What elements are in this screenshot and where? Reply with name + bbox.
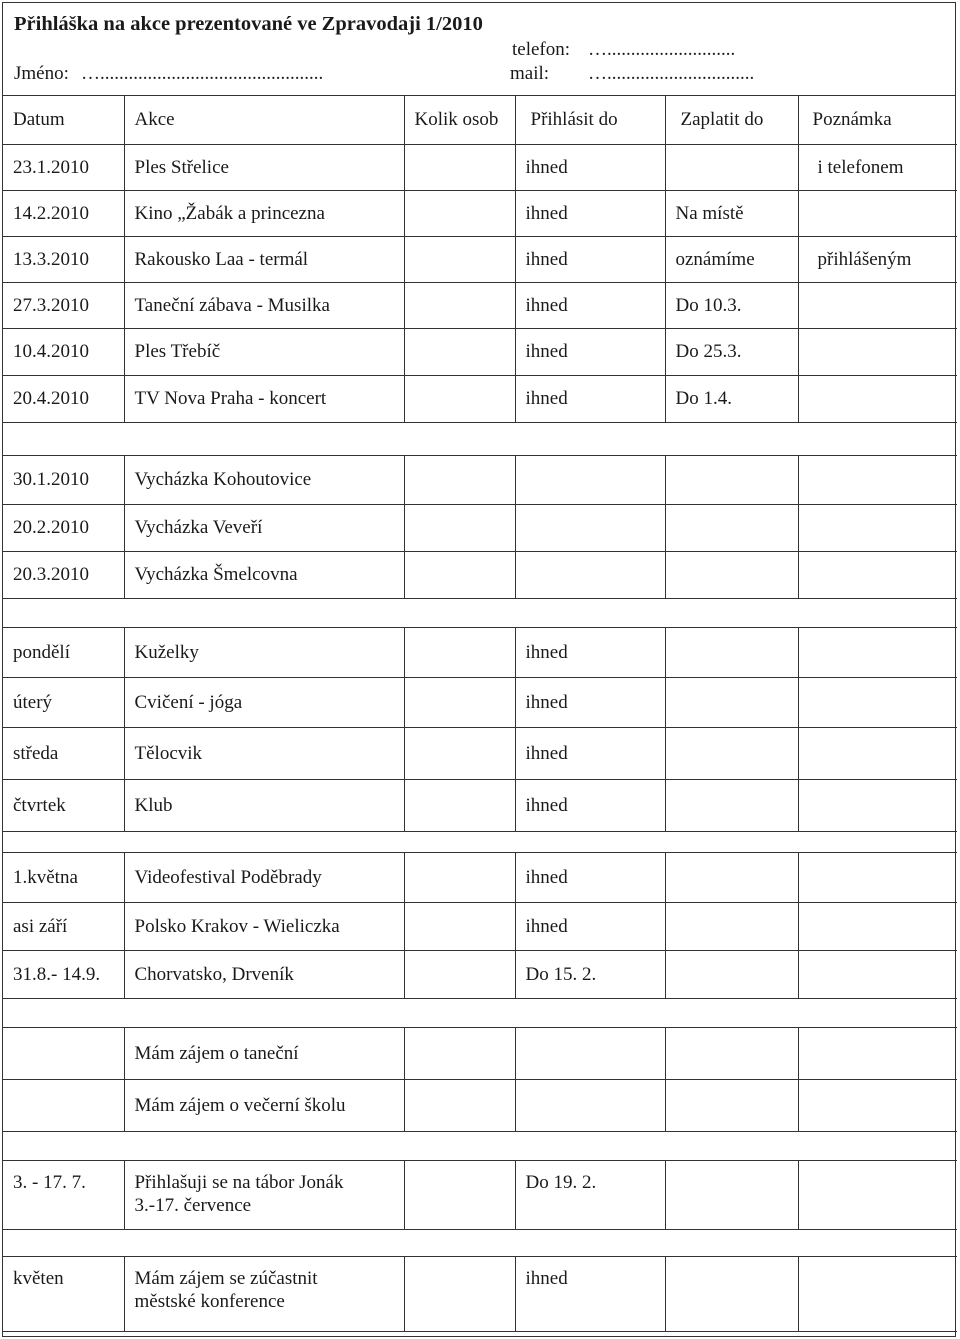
cell-datum: 1.května (3, 852, 124, 902)
cell-akce: Kino „Žabák a princezna (124, 190, 404, 236)
table-row (3, 727, 957, 779)
cell-kolik-osob[interactable] (404, 1256, 515, 1331)
cell-zaplatit-do: Do 1.4. (665, 375, 798, 422)
cell-datum: pondělí (3, 627, 124, 677)
cell-zaplatit-do (665, 1027, 798, 1079)
cell-kolik-osob[interactable] (404, 1027, 515, 1079)
cell-prihlasit-do (515, 455, 665, 504)
cell-poznamka (798, 1256, 957, 1331)
cell-zaplatit-do (665, 504, 798, 551)
cell-datum: asi září (3, 902, 124, 950)
cell-zaplatit-do (665, 852, 798, 902)
cell-poznamka (798, 328, 957, 375)
akce-line-1: Přihlašuji se na tábor Jonák (134, 1171, 344, 1193)
cell-zaplatit-do (665, 779, 798, 831)
cell-kolik-osob[interactable] (404, 727, 515, 779)
table-row (3, 677, 957, 727)
cell-kolik-osob[interactable] (404, 282, 515, 328)
cell-kolik-osob[interactable] (404, 852, 515, 902)
cell-prihlasit-do: ihned (515, 852, 665, 902)
cell-prihlasit-do: ihned (515, 627, 665, 677)
cell-datum: 27.3.2010 (3, 282, 124, 328)
cell-zaplatit-do (665, 950, 798, 998)
cell-akce: Klub (124, 779, 404, 831)
cell-zaplatit-do: oznámíme (665, 236, 798, 282)
akce-line-1: Mám zájem se zúčastnit (134, 1267, 318, 1289)
cell-poznamka (798, 1027, 957, 1079)
cell-datum: 20.4.2010 (3, 375, 124, 422)
cell-akce (124, 1160, 404, 1229)
table-row (3, 1160, 957, 1229)
col-header-datum: Datum (3, 96, 124, 144)
table-row (3, 1027, 957, 1079)
cell-zaplatit-do (665, 727, 798, 779)
cell-datum (3, 1079, 124, 1131)
cell-kolik-osob[interactable] (404, 677, 515, 727)
akce-line-2: městské konference (134, 1290, 285, 1312)
cell-akce: Mám zájem o taneční (124, 1027, 404, 1079)
cell-kolik-osob[interactable] (404, 144, 515, 190)
cell-prihlasit-do: ihned (515, 236, 665, 282)
cell-akce: Polsko Krakov - Wieliczka (124, 902, 404, 950)
cell-poznamka (798, 902, 957, 950)
cell-prihlasit-do: ihned (515, 328, 665, 375)
table-row (3, 950, 957, 998)
telefon-field[interactable]: …........................... (588, 39, 736, 60)
cell-datum: 13.3.2010 (3, 236, 124, 282)
cell-poznamka (798, 627, 957, 677)
table-row (3, 190, 957, 236)
col-header-akce: Akce (124, 96, 404, 144)
cell-zaplatit-do: Do 10.3. (665, 282, 798, 328)
cell-kolik-osob[interactable] (404, 1079, 515, 1131)
cell-akce (124, 1256, 404, 1331)
table-row (3, 144, 957, 190)
table-row (3, 551, 957, 598)
cell-datum: květen (3, 1256, 124, 1331)
table-row (3, 1079, 957, 1131)
table-row (3, 627, 957, 677)
cell-kolik-osob[interactable] (404, 375, 515, 422)
jmeno-label: Jméno: (14, 63, 69, 84)
table-row (3, 455, 957, 504)
cell-akce: Kuželky (124, 627, 404, 677)
cell-akce: Mám zájem o večerní školu (124, 1079, 404, 1131)
cell-kolik-osob[interactable] (404, 455, 515, 504)
events-table (3, 96, 957, 1332)
table-row (3, 902, 957, 950)
cell-zaplatit-do (665, 144, 798, 190)
separator-row (3, 598, 957, 627)
cell-poznamka (798, 551, 957, 598)
separator-row (3, 831, 957, 852)
telefon-label: telefon: (512, 39, 571, 60)
cell-kolik-osob[interactable] (404, 504, 515, 551)
cell-zaplatit-do (665, 627, 798, 677)
cell-zaplatit-do (665, 455, 798, 504)
separator-row (3, 998, 957, 1027)
cell-datum: 20.3.2010 (3, 551, 124, 598)
table-row (3, 328, 957, 375)
cell-poznamka: i telefonem (798, 144, 957, 190)
cell-zaplatit-do (665, 677, 798, 727)
cell-akce: Videofestival Poděbrady (124, 852, 404, 902)
form-header (3, 3, 955, 96)
col-header-prihlasit-do: Přihlásit do (515, 96, 665, 144)
col-header-zaplatit-do: Zaplatit do (665, 96, 798, 144)
mail-label: mail: (510, 63, 550, 84)
cell-poznamka (798, 950, 957, 998)
cell-akce: Vycházka Šmelcovna (124, 551, 404, 598)
cell-prihlasit-do (515, 1079, 665, 1131)
cell-zaplatit-do: Na místě (665, 190, 798, 236)
table-row (3, 779, 957, 831)
cell-kolik-osob[interactable] (404, 551, 515, 598)
cell-prihlasit-do: ihned (515, 144, 665, 190)
cell-akce: Tělocvik (124, 727, 404, 779)
table-row (3, 504, 957, 551)
table-row (3, 852, 957, 902)
cell-zaplatit-do (665, 1079, 798, 1131)
cell-akce: Vycházka Kohoutovice (124, 455, 404, 504)
cell-poznamka (798, 455, 957, 504)
akce-line-2: 3.-17. července (134, 1194, 252, 1216)
cell-prihlasit-do: ihned (515, 1256, 665, 1331)
cell-zaplatit-do (665, 1160, 798, 1229)
table-header-row (3, 96, 957, 144)
cell-kolik-osob[interactable] (404, 627, 515, 677)
cell-poznamka (798, 190, 957, 236)
cell-prihlasit-do (515, 1027, 665, 1079)
cell-akce: Cvičení - jóga (124, 677, 404, 727)
cell-poznamka (798, 677, 957, 727)
cell-akce: Chorvatsko, Drveník (124, 950, 404, 998)
table-row (3, 1256, 957, 1331)
cell-poznamka (798, 852, 957, 902)
cell-akce: Ples Třebíč (124, 328, 404, 375)
cell-kolik-osob[interactable] (404, 950, 515, 998)
table-row (3, 375, 957, 422)
cell-akce: Ples Střelice (124, 144, 404, 190)
cell-prihlasit-do: ihned (515, 375, 665, 422)
cell-akce: Taneční zábava - Musilka (124, 282, 404, 328)
form-title: Přihláška na akce prezentované ve Zpravodaji 1/2010 (14, 13, 483, 35)
cell-prihlasit-do: ihned (515, 190, 665, 236)
separator-row (3, 422, 957, 455)
cell-kolik-osob[interactable] (404, 190, 515, 236)
registration-form (2, 2, 956, 1337)
jmeno-field[interactable]: …............................................... (81, 63, 324, 84)
cell-datum (3, 1027, 124, 1079)
cell-datum: čtvrtek (3, 779, 124, 831)
cell-zaplatit-do: Do 25.3. (665, 328, 798, 375)
cell-datum: úterý (3, 677, 124, 727)
cell-prihlasit-do: Do 19. 2. (515, 1160, 665, 1229)
cell-datum: 14.2.2010 (3, 190, 124, 236)
cell-kolik-osob[interactable] (404, 779, 515, 831)
col-header-kolik-osob: Kolik osob (404, 96, 515, 144)
cell-datum: 20.2.2010 (3, 504, 124, 551)
cell-prihlasit-do: Do 15. 2. (515, 950, 665, 998)
separator-row (3, 1229, 957, 1256)
separator-row (3, 1131, 957, 1160)
cell-kolik-osob[interactable] (404, 1160, 515, 1229)
cell-prihlasit-do: ihned (515, 902, 665, 950)
table-row (3, 236, 957, 282)
cell-prihlasit-do (515, 551, 665, 598)
cell-datum: 23.1.2010 (3, 144, 124, 190)
cell-zaplatit-do (665, 1256, 798, 1331)
cell-poznamka (798, 504, 957, 551)
cell-zaplatit-do (665, 902, 798, 950)
cell-datum: 10.4.2010 (3, 328, 124, 375)
cell-poznamka: přihlášeným (798, 236, 957, 282)
cell-datum: středa (3, 727, 124, 779)
cell-akce: Rakousko Laa - termál (124, 236, 404, 282)
cell-poznamka (798, 779, 957, 831)
cell-poznamka (798, 282, 957, 328)
cell-prihlasit-do (515, 504, 665, 551)
cell-datum: 30.1.2010 (3, 455, 124, 504)
cell-poznamka (798, 1160, 957, 1229)
cell-kolik-osob[interactable] (404, 902, 515, 950)
cell-akce: Vycházka Veveří (124, 504, 404, 551)
cell-poznamka (798, 375, 957, 422)
cell-datum: 31.8.- 14.9. (3, 950, 124, 998)
cell-kolik-osob[interactable] (404, 236, 515, 282)
cell-prihlasit-do: ihned (515, 779, 665, 831)
cell-prihlasit-do: ihned (515, 727, 665, 779)
cell-prihlasit-do: ihned (515, 677, 665, 727)
cell-poznamka (798, 727, 957, 779)
cell-kolik-osob[interactable] (404, 328, 515, 375)
table-row (3, 282, 957, 328)
col-header-poznamka: Poznámka (798, 96, 957, 144)
mail-field[interactable]: …............................... (588, 63, 755, 84)
cell-datum: 3. - 17. 7. (3, 1160, 124, 1229)
cell-poznamka (798, 1079, 957, 1131)
cell-prihlasit-do: ihned (515, 282, 665, 328)
cell-akce: TV Nova Praha - koncert (124, 375, 404, 422)
cell-zaplatit-do (665, 551, 798, 598)
